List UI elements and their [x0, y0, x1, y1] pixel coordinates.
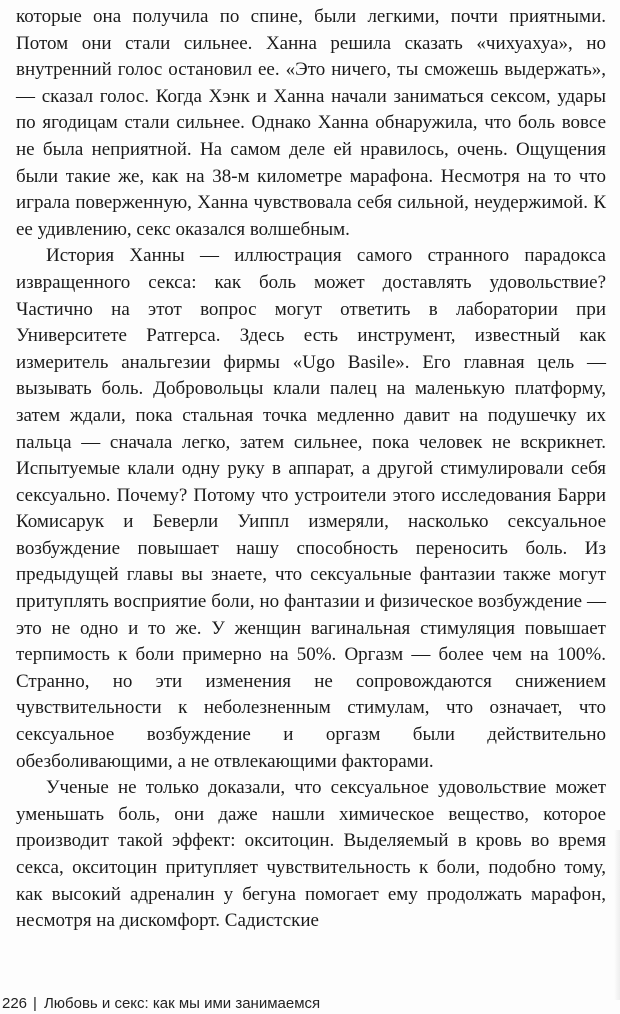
footer-separator: |	[33, 995, 37, 1012]
paragraph-2: История Ханны — иллюстрация самого странного парадокса извращенного секса: как боль может доставлять удовольствие? Частично на этот вопрос могут ответить в лаборатории при Университете Ратгерса. Здесь есть инструмент, известный как измеритель анальгезии фирмы «Ugo Basile». Его главная цель — вызывать боль. Добровольцы клали палец на маленькую платформу, затем ждали, пока стальная точка медленно давит на подушечку их пальца — сначала легко, затем сильнее, пока человек не вскрикнет. Испытуемые клали одну руку в аппарат, а другой стимулировали себя сексуально. Почему? Потому что устроители этого исследования Барри Комисарук и Беверли Уиппл измеряли, насколько сексуальное возбуждение повышает нашу способность переносить боль. Из предыдущей главы вы знаете, что сексуальные фантазии также могут притуплять восприятие боли, но фантазии и физическое возбуждение — это не одно и то же. У женщин вагинальная стимуляция повышает терпимость к боли примерно на 50%. Оргазм — более чем на 100%. Странно, но эти изменения не сопровождаются снижением чувствительности к неболезненным стимулам, что означает, что сексуальное возбуждение и оргазм были действительно обезболивающими, а не отвлекающими факторами.	[16, 245, 606, 772]
running-title: Любовь и секс: как мы ими занимаемся	[43, 995, 321, 1012]
page-edge-shadow	[614, 830, 620, 1000]
body-text	[16, 4, 606, 935]
page-footer	[2, 995, 320, 1013]
paragraph-1: которые она получила по спине, были легкими, почти приятными. Потом они стали сильнее. Ханна решила сказать «чихуахуа», но внутренний голос остановил ее. «Это ничего, ты сможешь выдержать», — сказал голос. Когда Хэнк и Ханна начали заниматься сексом, удары по ягодицам стали сильнее. Однако Ханна обнаружила, что боль вовсе не была неприятной. На самом деле ей нравилось, очень. Ощущения были такие же, как на 38-м километре марафона. Несмотря на то что играла поверженную, Ханна чувствовала себя сильной, неудержимой. К ее удивлению, секс оказался волшебным.	[16, 6, 606, 240]
paragraph-3: Ученые не только доказали, что сексуальное удовольствие может уменьшать боль, они даже нашли химическое вещество, которое производит такой эффект: окситоцин. Выделяемый в кровь во время секса, окситоцин притупляет чувствительность к боли, подобно тому, как высокий адреналин у бегуна помогает ему продолжать марафон, несмотря на дискомфорт. Садистские	[16, 777, 606, 932]
page-number: 226	[2, 995, 28, 1012]
